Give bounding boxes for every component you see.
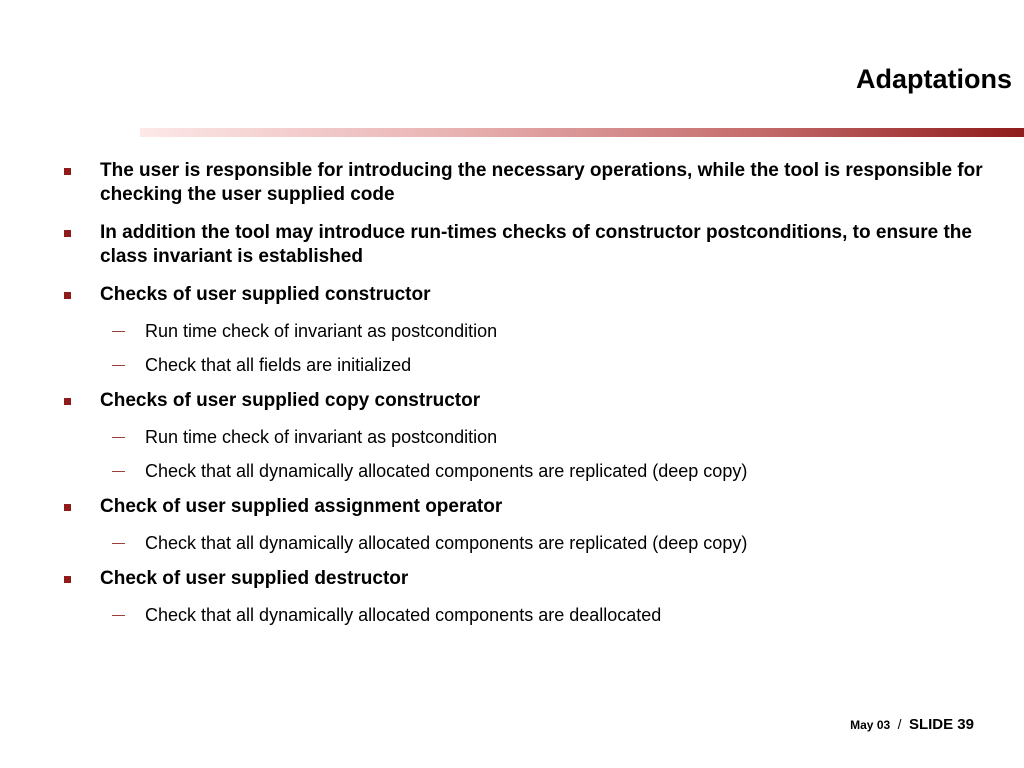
sub-bullet-text: Check that all fields are initialized: [145, 355, 412, 375]
footer-separator: /: [897, 716, 902, 732]
bullet-text: In addition the tool may introduce run-times checks of constructor postconditions, to ensure the class invariant is established: [100, 222, 972, 267]
dash-bullet-icon: —: [112, 429, 125, 444]
title-gradient-rule: [140, 128, 1024, 137]
square-bullet-icon: [64, 398, 71, 405]
bullet-text: Check of user supplied assignment operator: [100, 496, 503, 517]
square-bullet-icon: [64, 168, 71, 175]
bullet-item: [64, 567, 984, 591]
sub-bullet-text: Check that all dynamically allocated components are replicated (deep copy): [145, 533, 748, 553]
slide-footer: [850, 713, 974, 736]
sub-bullet-text: Run time check of invariant as postcondition: [145, 427, 498, 447]
sub-bullet-text: Check that all dynamically allocated components are replicated (deep copy): [145, 461, 748, 481]
sub-bullet-item: [64, 353, 984, 377]
sub-bullet-item: [64, 531, 984, 555]
dash-bullet-icon: —: [112, 607, 125, 622]
sub-bullet-item: [64, 425, 984, 449]
sub-bullet-item: [64, 319, 984, 343]
bullet-item: [64, 221, 984, 269]
square-bullet-icon: [64, 292, 71, 299]
bullet-text: Checks of user supplied constructor: [100, 284, 431, 305]
sub-bullet-item: [64, 603, 984, 627]
bullet-text: Checks of user supplied copy constructor: [100, 390, 481, 411]
dash-bullet-icon: —: [112, 463, 125, 478]
bullet-list: [64, 159, 984, 639]
slide-title: Adaptations: [855, 64, 1012, 94]
square-bullet-icon: [64, 230, 71, 237]
dash-bullet-icon: —: [112, 323, 125, 338]
sub-bullet-item: [64, 459, 984, 483]
bullet-item: [64, 495, 984, 519]
sub-bullet-text: Check that all dynamically allocated components are deallocated: [145, 605, 662, 625]
sub-bullet-text: Run time check of invariant as postcondition: [145, 321, 498, 341]
bullet-text: The user is responsible for introducing the necessary operations, while the tool is responsible for checking the user supplied code: [100, 160, 983, 205]
bullet-item: [64, 159, 984, 207]
slide-number: SLIDE 39: [908, 716, 974, 733]
square-bullet-icon: [64, 504, 71, 511]
footer-date: May 03: [850, 718, 891, 732]
bullet-item: [64, 283, 984, 307]
square-bullet-icon: [64, 576, 71, 583]
bullet-item: [64, 389, 984, 413]
dash-bullet-icon: —: [112, 535, 125, 550]
bullet-text: Check of user supplied destructor: [100, 568, 409, 589]
dash-bullet-icon: —: [112, 357, 125, 372]
